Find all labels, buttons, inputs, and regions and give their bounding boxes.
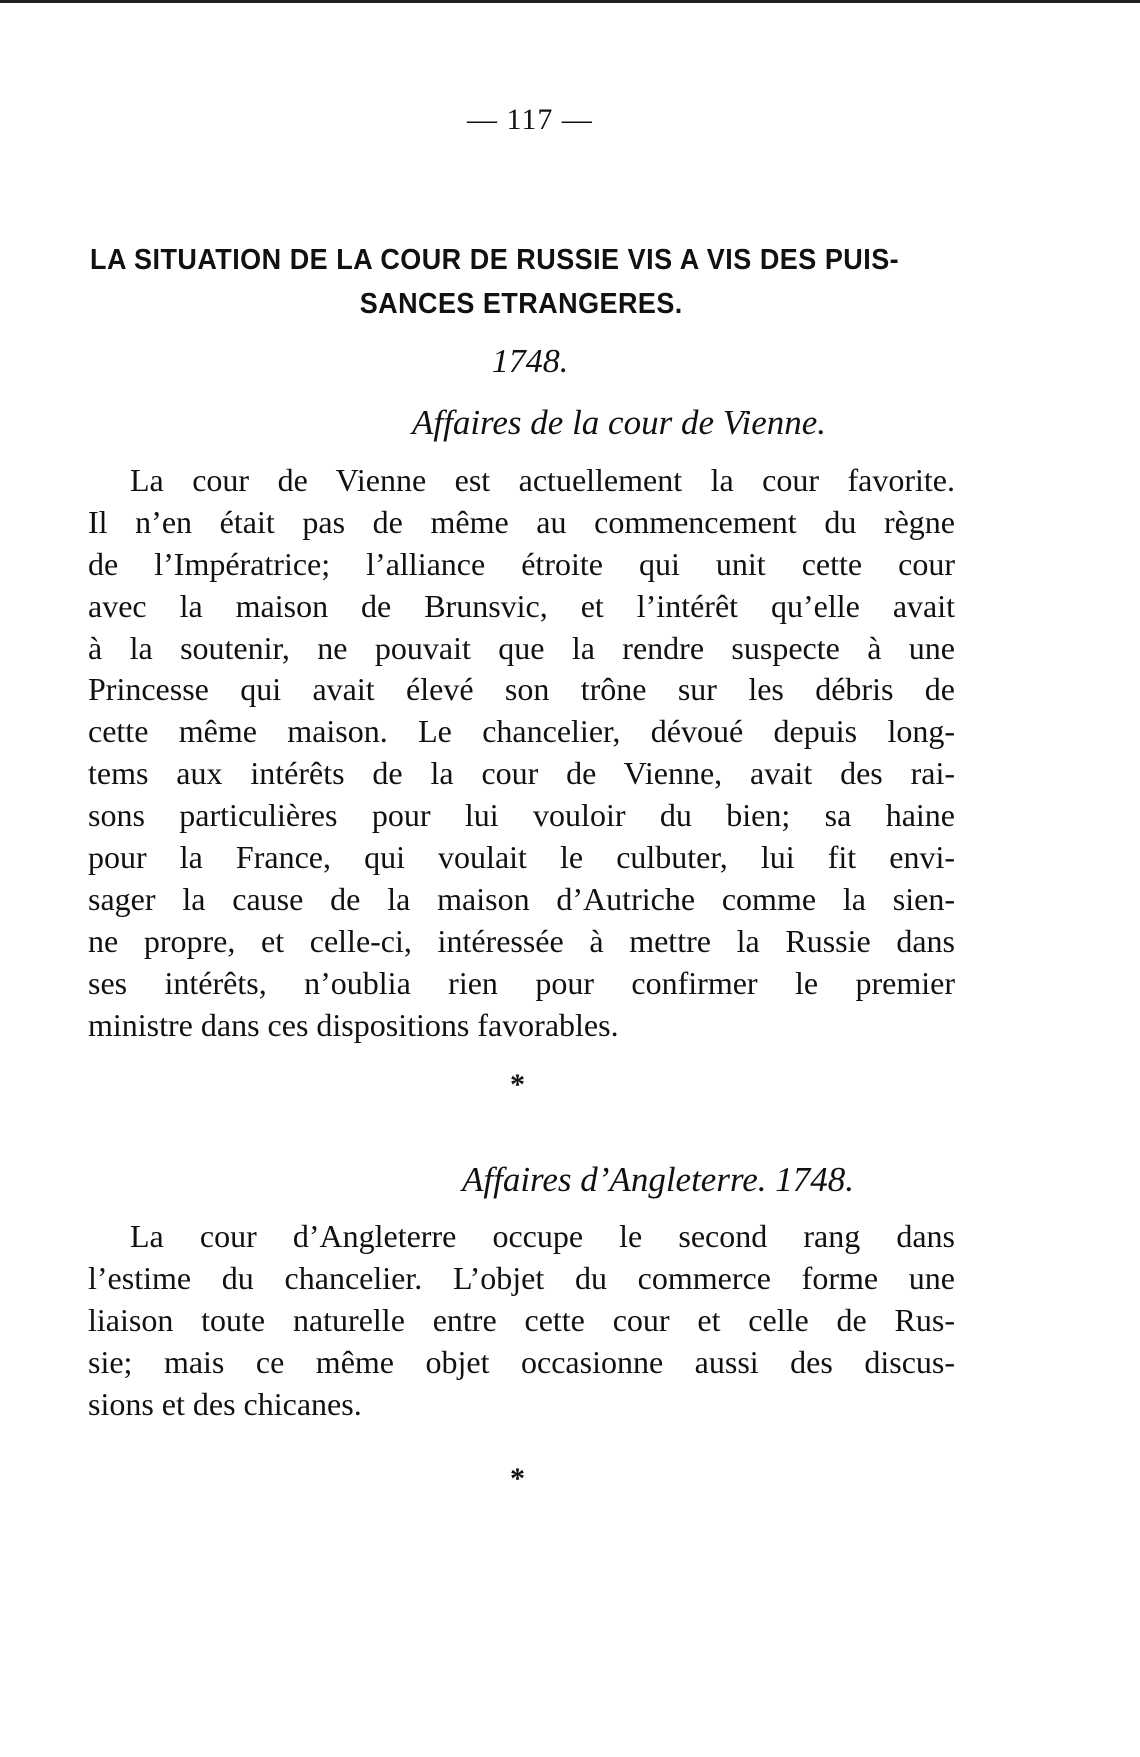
text-line: liaison toute naturelle entre cette cour et celle de Rus- xyxy=(88,1301,955,1338)
section-subtitle-angleterre: Affaires d’Angleterre. 1748. xyxy=(462,1160,855,1199)
text-line: ses intérêts, n’oublia rien pour confirmer le premier xyxy=(88,964,955,1001)
text-line: ministre dans ces dispositions favorables. xyxy=(88,1006,619,1043)
chapter-heading-line: LA SITUATION DE LA COUR DE RUSSIE VIS A VIS DES PUIS- xyxy=(90,244,900,276)
text-line: La cour d’Angleterre occupe le second rang dans xyxy=(130,1218,955,1254)
text-line: sions et des chicanes. xyxy=(88,1385,362,1422)
asterisk-separator: * xyxy=(510,1068,525,1101)
chapter-heading xyxy=(90,238,899,326)
section-subtitle-vienne: Affaires de la cour de Vienne. xyxy=(412,403,827,442)
text-line: avec la maison de Brunsvic, et l’intérêt qu’elle avait xyxy=(88,587,955,624)
page-number: — 117 — xyxy=(467,103,593,136)
text-line: ne propre, et celle-ci, intéressée à mettre la Russie dans xyxy=(88,922,955,959)
text-line: l’estime du chancelier. L’objet du commerce forme une xyxy=(88,1259,955,1296)
top-rule xyxy=(0,0,1140,3)
text-line: tems aux intérêts de la cour de Vienne, avait des rai- xyxy=(88,755,955,792)
year-title: 1748. xyxy=(491,343,569,380)
asterisk-separator: * xyxy=(510,1462,525,1495)
text-line: Il n’en était pas de même au commencement du règne xyxy=(88,503,955,540)
text-line: La cour de Vienne est actuellement la cour favorite. xyxy=(130,462,955,498)
text-line: de l’Impératrice; l’alliance étroite qui unit cette cour xyxy=(88,545,955,582)
text-line: cette même maison. Le chancelier, dévoué depuis long- xyxy=(88,713,955,750)
text-line: pour la France, qui voulait le culbuter, lui fit envi- xyxy=(88,839,955,876)
paragraph-angleterre xyxy=(88,1216,955,1425)
text-line: sie; mais ce même objet occasionne aussi des discus- xyxy=(88,1343,955,1380)
paragraph-vienne xyxy=(88,460,955,1046)
text-line: à la soutenir, ne pouvait que la rendre suspecte à une xyxy=(88,629,955,666)
text-line: Princesse qui avait élevé son trône sur les débris de xyxy=(88,671,955,708)
chapter-heading-line: SANCES ETRANGERES. xyxy=(359,288,683,320)
text-line: sager la cause de la maison d’Autriche comme la sien- xyxy=(88,880,955,917)
text-line: sons particulières pour lui vouloir du bien; sa haine xyxy=(88,797,955,834)
